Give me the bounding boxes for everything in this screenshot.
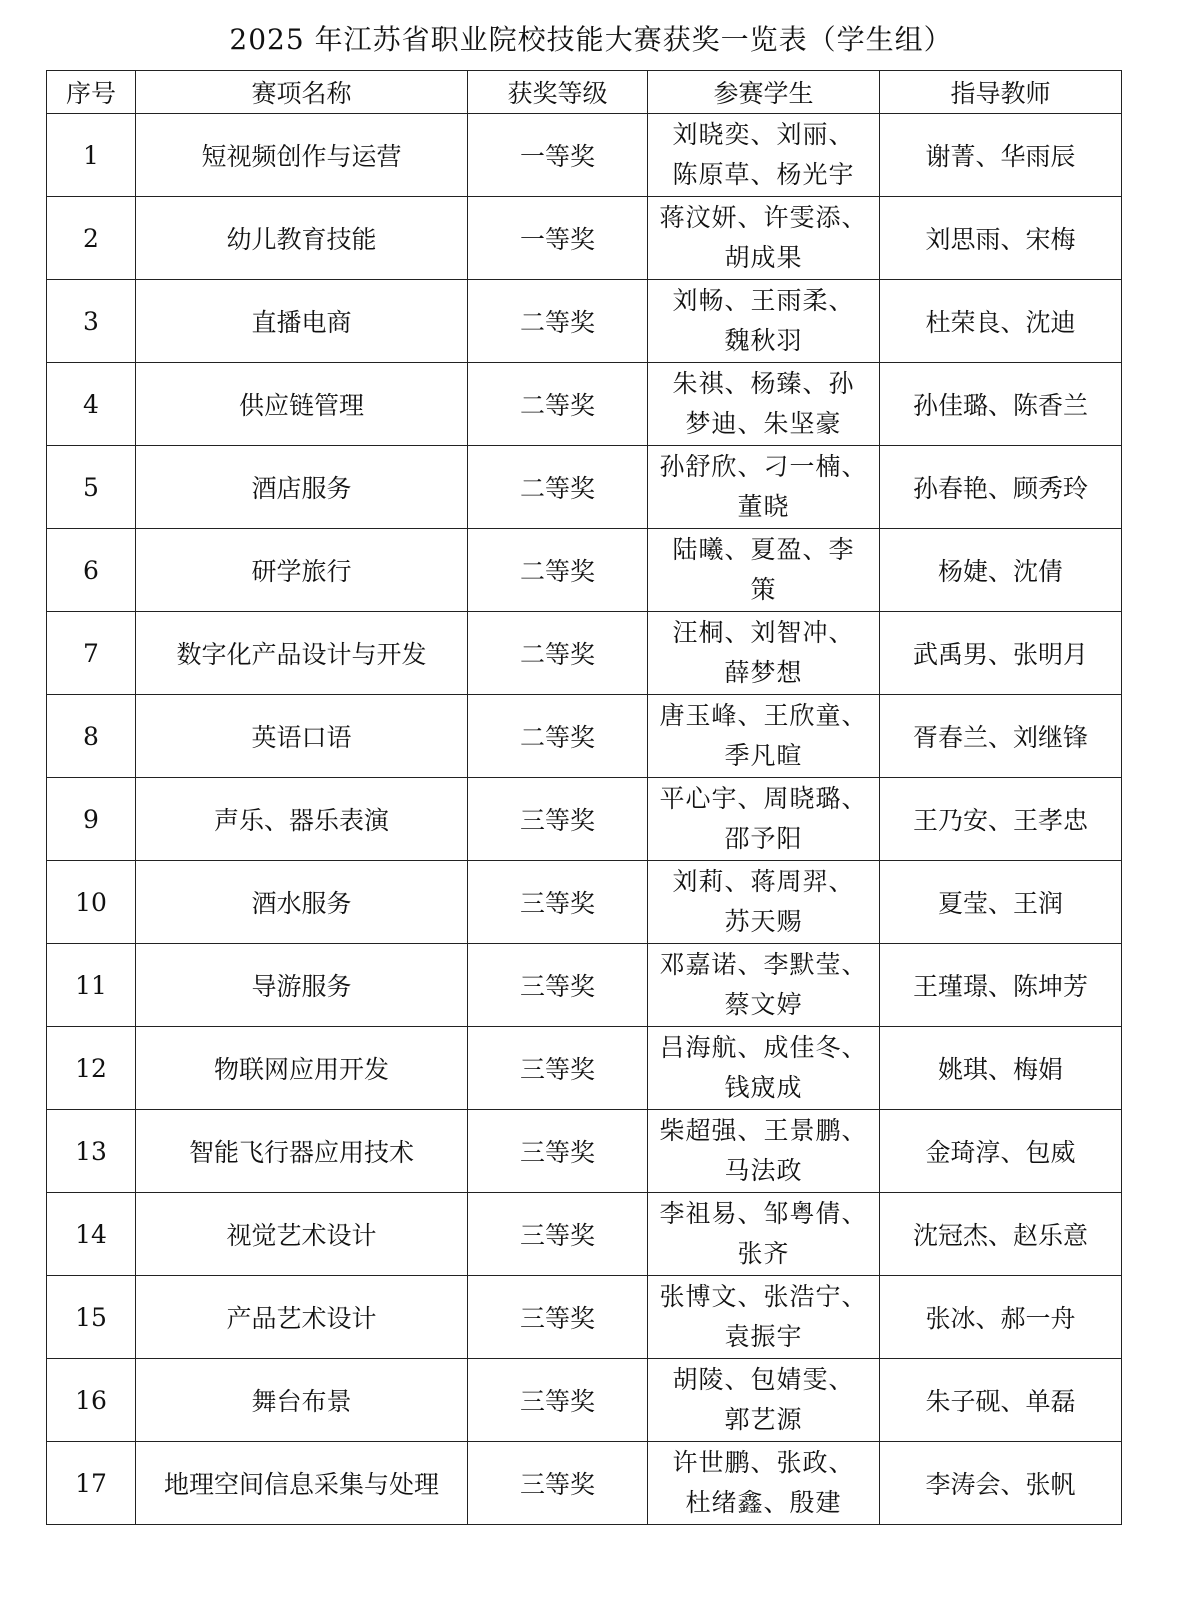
cell-students <box>648 529 880 612</box>
table-row <box>47 280 1122 363</box>
table-row <box>47 1359 1122 1442</box>
cell-students <box>648 612 880 695</box>
student-line: 朱祺、杨臻、孙 <box>672 369 855 398</box>
student-line: 张齐 <box>737 1239 790 1268</box>
cell-level: 二等奖 <box>468 612 648 695</box>
cell-students <box>648 114 880 197</box>
table-row <box>47 1276 1122 1359</box>
student-line: 柴超强、王景鹏、 <box>659 1116 868 1145</box>
cell-teachers: 孙佳璐、陈香兰 <box>880 363 1122 446</box>
table-row <box>47 1027 1122 1110</box>
cell-teachers: 胥春兰、刘继锋 <box>880 695 1122 778</box>
student-line: 苏天赐 <box>724 907 803 936</box>
cell-level: 二等奖 <box>468 446 648 529</box>
table-row <box>47 1442 1122 1525</box>
cell-no: 8 <box>47 695 136 778</box>
cell-students <box>648 363 880 446</box>
table-row <box>47 1193 1122 1276</box>
cell-students <box>648 861 880 944</box>
student-line: 邓嘉诺、李默莹、 <box>659 950 868 979</box>
cell-event: 智能飞行器应用技术 <box>136 1110 468 1193</box>
table-row <box>47 446 1122 529</box>
cell-event: 研学旅行 <box>136 529 468 612</box>
cell-level: 三等奖 <box>468 1276 648 1359</box>
student-line: 陈原草、杨光宇 <box>672 160 855 189</box>
cell-no: 6 <box>47 529 136 612</box>
table-row <box>47 695 1122 778</box>
cell-level: 二等奖 <box>468 695 648 778</box>
cell-students <box>648 446 880 529</box>
student-line: 董晓 <box>737 492 790 521</box>
cell-level: 一等奖 <box>468 114 648 197</box>
student-line: 许世鹏、张政、 <box>672 1448 855 1477</box>
table-row <box>47 363 1122 446</box>
cell-event: 供应链管理 <box>136 363 468 446</box>
cell-level: 三等奖 <box>468 1027 648 1110</box>
header-level: 获奖等级 <box>468 71 648 114</box>
cell-no: 12 <box>47 1027 136 1110</box>
cell-event: 数字化产品设计与开发 <box>136 612 468 695</box>
student-line: 蒋汶妍、许雯添、 <box>659 203 868 232</box>
cell-event: 直播电商 <box>136 280 468 363</box>
student-line: 刘莉、蒋周羿、 <box>672 867 855 896</box>
table-row <box>47 861 1122 944</box>
cell-event: 酒店服务 <box>136 446 468 529</box>
student-line: 杜绪鑫、殷建 <box>685 1488 842 1517</box>
cell-students <box>648 1276 880 1359</box>
cell-teachers: 金琦淳、包威 <box>880 1110 1122 1193</box>
cell-teachers: 李涛会、张帆 <box>880 1442 1122 1525</box>
cell-level: 二等奖 <box>468 280 648 363</box>
table-row <box>47 944 1122 1027</box>
table-row <box>47 612 1122 695</box>
cell-teachers: 张冰、郝一舟 <box>880 1276 1122 1359</box>
cell-no: 4 <box>47 363 136 446</box>
student-line: 平心宇、周晓璐、 <box>659 784 868 813</box>
student-line: 张博文、张浩宁、 <box>659 1282 868 1311</box>
cell-event: 舞台布景 <box>136 1359 468 1442</box>
cell-event: 短视频创作与运营 <box>136 114 468 197</box>
header-teachers: 指导教师 <box>880 71 1122 114</box>
table-row <box>47 778 1122 861</box>
cell-no: 11 <box>47 944 136 1027</box>
cell-level: 三等奖 <box>468 778 648 861</box>
cell-students <box>648 1027 880 1110</box>
table-row <box>47 197 1122 280</box>
cell-event: 声乐、器乐表演 <box>136 778 468 861</box>
header-row <box>47 71 1122 114</box>
cell-no: 10 <box>47 861 136 944</box>
table-row <box>47 114 1122 197</box>
student-line: 魏秋羽 <box>724 326 803 355</box>
student-line: 李祖易、邹粤倩、 <box>659 1199 868 1228</box>
document-title: 2025 年江苏省职业院校技能大赛获奖一览表（学生组） <box>229 23 953 56</box>
cell-no: 9 <box>47 778 136 861</box>
cell-students <box>648 280 880 363</box>
cell-teachers: 杨婕、沈倩 <box>880 529 1122 612</box>
cell-level: 三等奖 <box>468 1359 648 1442</box>
cell-teachers: 武禹男、张明月 <box>880 612 1122 695</box>
cell-level: 三等奖 <box>468 861 648 944</box>
cell-no: 5 <box>47 446 136 529</box>
cell-level: 二等奖 <box>468 529 648 612</box>
student-line: 邵予阳 <box>724 824 803 853</box>
student-line: 胡成果 <box>724 243 803 272</box>
student-line: 唐玉峰、王欣童、 <box>659 701 868 730</box>
cell-no: 1 <box>47 114 136 197</box>
cell-level: 三等奖 <box>468 1442 648 1525</box>
cell-students <box>648 695 880 778</box>
cell-event: 地理空间信息采集与处理 <box>136 1442 468 1525</box>
cell-teachers: 沈冠杰、赵乐意 <box>880 1193 1122 1276</box>
cell-teachers: 王乃安、王孝忠 <box>880 778 1122 861</box>
cell-teachers: 姚琪、梅娟 <box>880 1027 1122 1110</box>
cell-level: 一等奖 <box>468 197 648 280</box>
student-line: 钱宬成 <box>724 1073 803 1102</box>
student-line: 袁振宇 <box>724 1322 803 1351</box>
cell-no: 13 <box>47 1110 136 1193</box>
awards-table <box>46 70 1122 1525</box>
cell-teachers: 刘思雨、宋梅 <box>880 197 1122 280</box>
student-line: 季凡暄 <box>724 741 803 770</box>
cell-event: 产品艺术设计 <box>136 1276 468 1359</box>
cell-event: 酒水服务 <box>136 861 468 944</box>
student-line: 孙舒欣、刁一楠、 <box>659 452 868 481</box>
cell-no: 2 <box>47 197 136 280</box>
student-line: 马法政 <box>724 1156 803 1185</box>
header-students: 参赛学生 <box>648 71 880 114</box>
cell-teachers: 谢菁、华雨辰 <box>880 114 1122 197</box>
table-body <box>47 114 1122 1525</box>
cell-no: 16 <box>47 1359 136 1442</box>
cell-event: 幼儿教育技能 <box>136 197 468 280</box>
cell-level: 三等奖 <box>468 944 648 1027</box>
cell-teachers: 杜荣良、沈迪 <box>880 280 1122 363</box>
cell-event: 视觉艺术设计 <box>136 1193 468 1276</box>
student-line: 胡陵、包婧雯、 <box>672 1365 855 1394</box>
student-line: 吕海航、成佳冬、 <box>659 1033 868 1062</box>
table-header <box>47 71 1122 114</box>
cell-level: 三等奖 <box>468 1193 648 1276</box>
cell-students <box>648 1193 880 1276</box>
student-line: 刘晓奕、刘丽、 <box>672 120 855 149</box>
student-line: 蔡文婷 <box>724 990 803 1019</box>
table-row <box>47 1110 1122 1193</box>
cell-no: 14 <box>47 1193 136 1276</box>
header-no: 序号 <box>47 71 136 114</box>
student-line: 梦迪、朱坚豪 <box>685 409 842 438</box>
cell-students <box>648 1110 880 1193</box>
cell-students <box>648 1442 880 1525</box>
cell-students <box>648 778 880 861</box>
student-line: 陆曦、夏盈、李 <box>672 535 855 564</box>
cell-teachers: 王瑾璟、陈坤芳 <box>880 944 1122 1027</box>
cell-students <box>648 1359 880 1442</box>
cell-level: 二等奖 <box>468 363 648 446</box>
table-row <box>47 529 1122 612</box>
cell-no: 15 <box>47 1276 136 1359</box>
cell-students <box>648 944 880 1027</box>
cell-no: 3 <box>47 280 136 363</box>
cell-event: 物联网应用开发 <box>136 1027 468 1110</box>
cell-students <box>648 197 880 280</box>
cell-no: 17 <box>47 1442 136 1525</box>
student-line: 郭艺源 <box>724 1405 803 1434</box>
cell-event: 导游服务 <box>136 944 468 1027</box>
cell-level: 三等奖 <box>468 1110 648 1193</box>
student-line: 薛梦想 <box>724 658 803 687</box>
cell-no: 7 <box>47 612 136 695</box>
header-event: 赛项名称 <box>136 71 468 114</box>
cell-event: 英语口语 <box>136 695 468 778</box>
student-line: 策 <box>750 575 777 604</box>
cell-teachers: 孙春艳、顾秀玲 <box>880 446 1122 529</box>
cell-teachers: 朱子砚、单磊 <box>880 1359 1122 1442</box>
student-line: 汪桐、刘智冲、 <box>672 618 855 647</box>
cell-teachers: 夏莹、王润 <box>880 861 1122 944</box>
student-line: 刘畅、王雨柔、 <box>672 286 855 315</box>
